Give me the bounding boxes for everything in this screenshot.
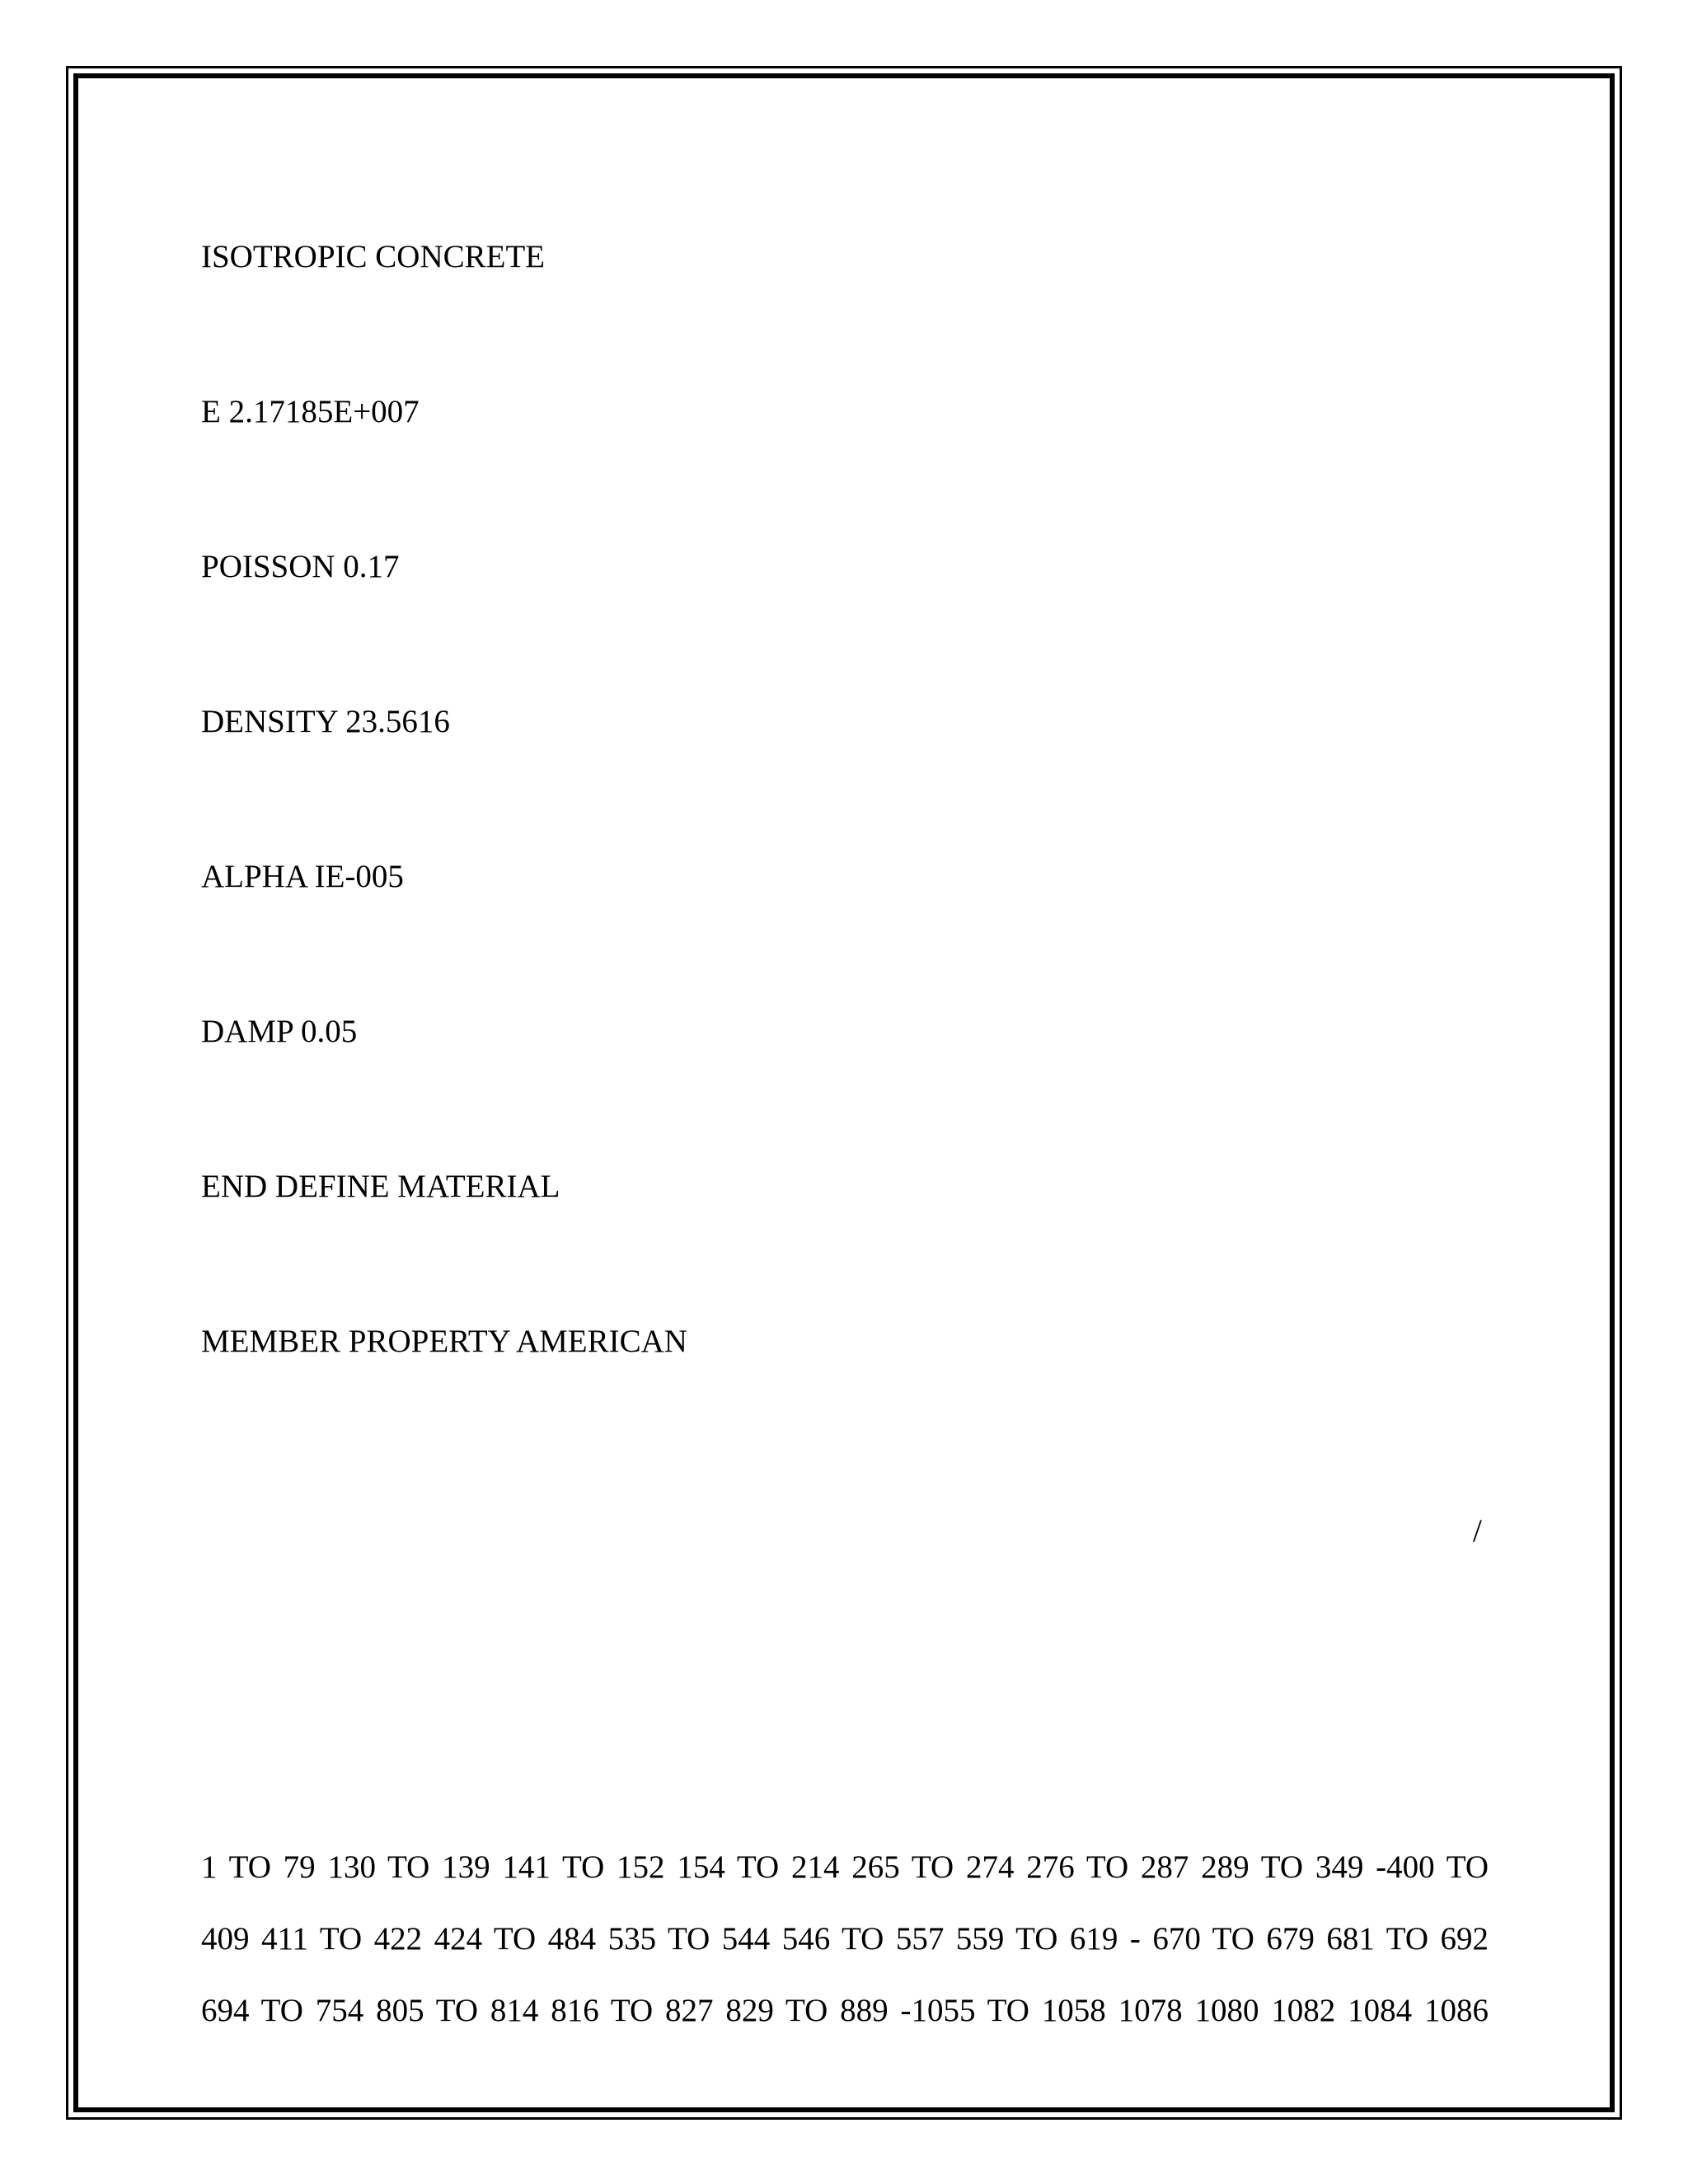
member-list-line-2: 409 411 TO 422 424 TO 484 535 TO 544 546 TO 557 559 TO 619 - 670 TO 679 681 TO 692	[201, 1921, 1489, 1957]
member-list-line-3: 694 TO 754 805 TO 814 816 TO 827 829 TO 889 -1055 TO 1058 1078 1080 1082 1084 1086	[201, 1993, 1489, 2028]
line-density: DENSITY 23.5616	[201, 704, 450, 739]
member-list-line-1: 1 TO 79 130 TO 139 141 TO 152 154 TO 214 265 TO 274 276 TO 287 289 TO 349 -400 TO	[201, 1849, 1489, 1885]
slash-mark: /	[1473, 1513, 1482, 1549]
line-end-define-material: END DEFINE MATERIAL	[201, 1169, 560, 1204]
line-poisson: POISSON 0.17	[201, 549, 400, 584]
line-alpha: ALPHA IE-005	[201, 859, 404, 894]
line-isotropic: ISOTROPIC CONCRETE	[201, 239, 546, 274]
line-e-modulus: E 2.17185E+007	[201, 394, 420, 429]
line-member-property: MEMBER PROPERTY AMERICAN	[201, 1324, 687, 1359]
page-border-inner	[73, 73, 1615, 2112]
line-damp: DAMP 0.05	[201, 1014, 358, 1049]
